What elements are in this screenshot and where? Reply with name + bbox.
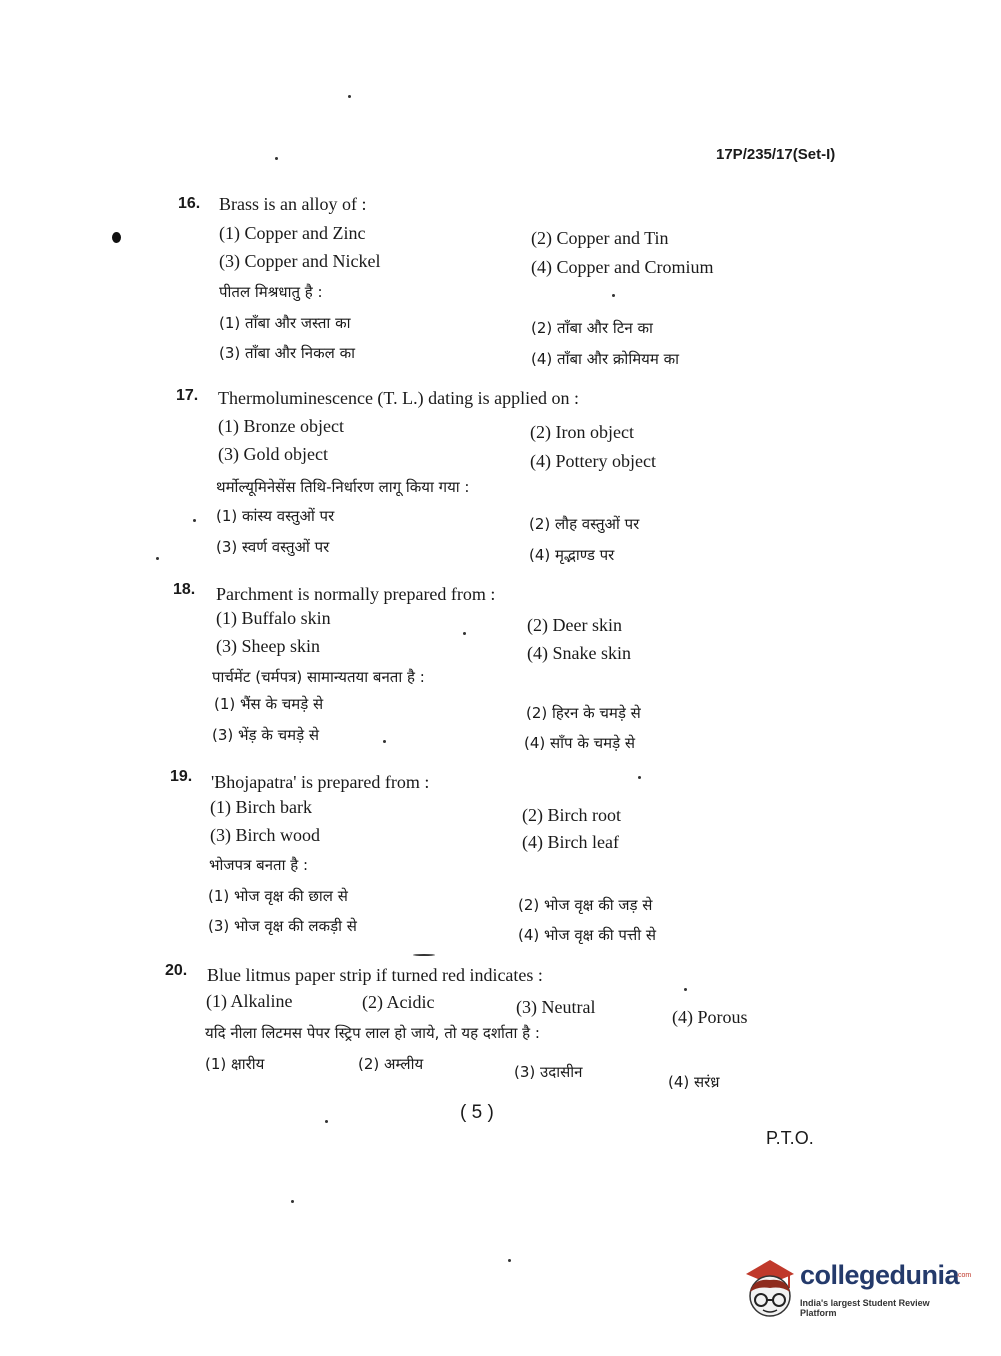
pto-label: P.T.O. — [766, 1128, 814, 1148]
question-text: 'Bhojapatra' is prepared from : — [211, 772, 430, 792]
collegedunia-watermark — [742, 1252, 972, 1322]
question-text: Parchment is normally prepared from : — [216, 584, 496, 604]
option: (1) Buffalo skin — [216, 608, 331, 628]
option: (1) Copper and Zinc — [219, 223, 366, 243]
scan-speck — [508, 1259, 511, 1262]
question-number: 17. — [176, 387, 199, 404]
scan-speck — [383, 740, 386, 743]
question-number: 19. — [170, 768, 193, 785]
option: (1) Alkaline — [206, 991, 293, 1011]
scan-speck — [684, 988, 687, 991]
option: (3) Copper and Nickel — [219, 251, 381, 271]
option-hindi: (3) उदासीन — [514, 1063, 583, 1081]
scan-speck — [413, 954, 435, 956]
option: (2) Acidic — [362, 992, 435, 1012]
option: (1) Bronze object — [218, 416, 344, 436]
question-text-hindi: पीतल मिश्रधातु है : — [219, 283, 323, 301]
scan-speck — [193, 519, 196, 522]
option-hindi: (2) ताँबा और टिन का — [531, 319, 653, 337]
option-hindi: (4) ताँबा और क्रोमियम का — [531, 350, 680, 368]
option: (4) Birch leaf — [522, 832, 619, 852]
scan-speck — [463, 632, 466, 635]
page-number: ( 5 ) — [460, 1102, 494, 1123]
option-hindi: (3) भेंड़ के चमड़े से — [212, 726, 320, 744]
scan-speck — [275, 157, 278, 160]
option: (3) Neutral — [516, 997, 596, 1017]
question-text: Brass is an alloy of : — [219, 194, 367, 214]
option-hindi: (3) भोज वृक्ष की लकड़ी से — [208, 917, 357, 935]
brand-tagline: India's largest Student Review Platform — [800, 1298, 930, 1318]
scan-speck — [325, 1120, 328, 1123]
option-hindi: (3) ताँबा और निकल का — [219, 344, 355, 362]
scan-speck — [612, 294, 615, 297]
option-hindi: (1) भोज वृक्ष की छाल से — [208, 887, 348, 905]
option: (2) Deer skin — [527, 615, 622, 635]
option-hindi: (3) स्वर्ण वस्तुओं पर — [216, 538, 330, 556]
question-text-hindi: भोजपत्र बनता है : — [209, 856, 309, 874]
option: (2) Birch root — [522, 805, 621, 825]
scan-speck — [638, 776, 641, 779]
scan-speck — [156, 557, 159, 560]
question-number: 18. — [173, 581, 196, 598]
question-text-hindi: पार्चमेंट (चर्मपत्र) सामान्यतया बनता है : — [212, 668, 425, 686]
option-hindi: (4) मृद्भाण्ड पर — [529, 546, 615, 564]
option: (4) Porous — [672, 1007, 748, 1027]
option: (2) Copper and Tin — [531, 228, 669, 248]
brand-name: collegedunia — [800, 1260, 960, 1290]
scan-speck — [112, 232, 121, 243]
paper-code: 17P/235/17(Set-I) — [716, 146, 836, 163]
option-hindi: (2) भोज वृक्ष की जड़ से — [518, 896, 653, 914]
question-number: 20. — [165, 962, 188, 979]
mascot-icon — [742, 1252, 798, 1322]
scan-speck — [291, 1200, 294, 1203]
option-hindi: (1) कांस्य वस्तुओं पर — [216, 507, 335, 525]
option-hindi: (1) भैंस के चमड़े से — [214, 695, 324, 713]
option-hindi: (4) भोज वृक्ष की पत्ती से — [518, 926, 657, 944]
question-number: 16. — [178, 195, 201, 212]
option-hindi: (4) सरंध्र — [668, 1073, 720, 1091]
option-hindi: (1) क्षारीय — [205, 1055, 265, 1073]
option: (3) Sheep skin — [216, 636, 320, 656]
option: (3) Gold object — [218, 444, 328, 464]
question-text-hindi: यदि नीला लिटमस पेपर स्ट्रिप लाल हो जाये, तो यह दर्शाता है : — [205, 1024, 540, 1042]
question-text: Thermoluminescence (T. L.) dating is applied on : — [218, 388, 580, 408]
question-text: Blue litmus paper strip if turned red indicates : — [207, 965, 543, 985]
question-text-hindi: थर्मोल्यूमिनेसेंस तिथि-निर्धारण लागू किया गया : — [216, 478, 470, 496]
option: (1) Birch bark — [210, 797, 312, 817]
option-hindi: (2) हिरन के चमड़े से — [526, 704, 641, 722]
option-hindi: (1) ताँबा और जस्ता का — [219, 314, 351, 332]
brand-suffix: .com — [956, 1272, 972, 1279]
option-hindi: (2) लौह वस्तुओं पर — [529, 515, 640, 533]
option: (2) Iron object — [530, 422, 634, 442]
option: (4) Copper and Cromium — [531, 257, 714, 277]
option-hindi: (4) साँप के चमड़े से — [524, 734, 636, 752]
option: (4) Pottery object — [530, 451, 656, 471]
option: (3) Birch wood — [210, 825, 320, 845]
scan-speck — [348, 95, 351, 98]
option-hindi: (2) अम्लीय — [358, 1055, 424, 1073]
option: (4) Snake skin — [527, 643, 631, 663]
